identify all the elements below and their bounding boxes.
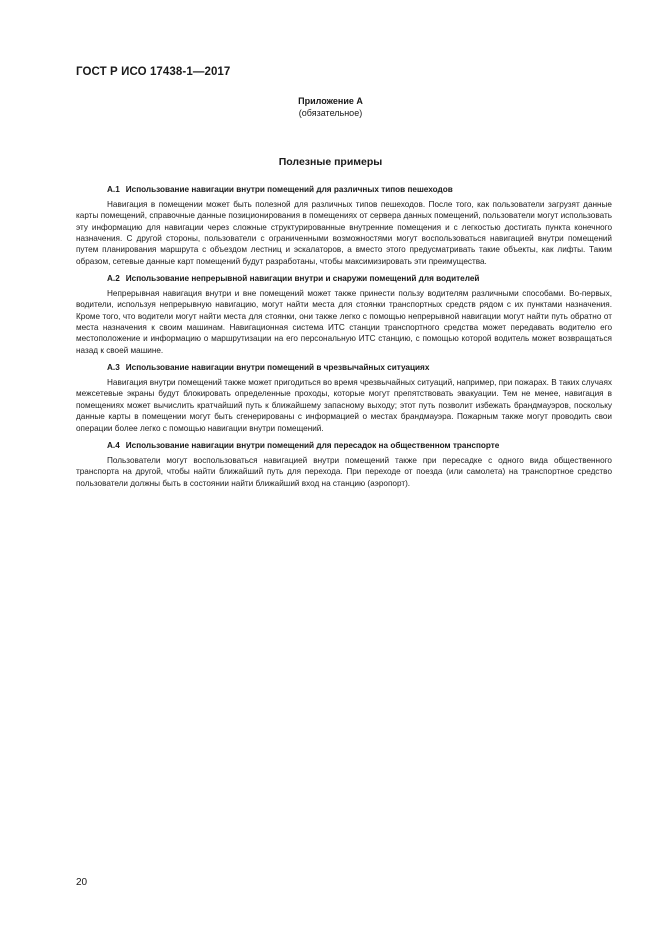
subsection-heading-a2 [107, 273, 612, 284]
subsection-title: Использование навигации внутри помещений в чрезвычайных ситуациях [125, 363, 430, 373]
annex-title: Приложение А [298, 96, 363, 106]
annex-block [0, 95, 661, 119]
subsection-title: Использование навигации внутри помещений для пересадок на общественном транспорте [125, 440, 500, 450]
subsection-number: А.3 [107, 363, 120, 373]
subsection-heading-a1 [107, 184, 612, 195]
subsection-number: А.1 [107, 185, 120, 194]
subsection-heading-a4 [107, 440, 612, 451]
annex-subtitle: (обязательное) [298, 108, 363, 118]
paragraph-a3: Навигация внутри помещений также может пригодиться во время чрезвычайных ситуаций, например, при пожарах. В таких случаях межсетевые экраны будут блокировать определенные проходы, которые могут препятствовать эвакуации. Тем не менее, навигация в помещениях может вычислить кратчайший путь к ближайшему запасному выходу; этот путь позволит избежать брандмауэров, поскольку данные карты в помещении могут быть сгенерированы с информацией о местах брандмауэра. Пожарным также могут проводить свои операции более легко с помощью навигации внутри помещений. [76, 378, 612, 433]
page-number: 20 [76, 877, 88, 888]
paragraph-a2: Непрерывная навигация внутри и вне помещений может также принести пользу водителям различными способами. Во-первых, водители, используя непрерывную навигацию, могут найти места для стоянки транспортных средств рядом с их пунктами назначения. Кроме того, что водители могут найти места для стоянки, они также легко с помощью непрерывной навигации могут найти путь обратно от места назначения к своим машинам. Навигационная система ИТС станции транспортного средства может передавать водителю его местоположение и информацию о маршрутизации на его персональную ИТС станцию, с помощью которой водитель может возвращаться назад к своей машине. [76, 289, 612, 355]
subsection-title: Использование непрерывной навигации внутри и снаружи помещений для водителей [125, 274, 480, 284]
subsection-number: А.2 [107, 274, 120, 284]
subsection-title: Использование навигации внутри помещений для различных типов пешеходов [125, 185, 453, 194]
paragraph-a4: Пользователи могут воспользоваться навигацией внутри помещений также при пересадке с одного вида общественного транспорта на другой, чтобы найти ближайший путь для перехода. При переходе от поезда (или самолета) на транспортное средство пользователи должны быть в состоянии найти ближайший вход на станцию (аэропорт). [76, 455, 612, 488]
section-title: Полезные примеры [278, 156, 383, 168]
subsection-number: А.4 [107, 440, 120, 450]
document-header: ГОСТ Р ИСО 17438-1—2017 [76, 66, 231, 78]
subsection-heading-a3 [107, 362, 612, 373]
document-body [76, 184, 612, 495]
paragraph-a1: Навигация в помещении может быть полезной для различных типов пешеходов. После того, как пользователи загрузят данные карты помещений, справочные данные позиционирования в помещениях от сервера данных помещений, пользователи могут использовать эту информацию для навигации через сложные структурированные внутренние помещения и с легкостью достигать пункта конечного назначения. С другой стороны, пользователи с ограниченными возможностями могут воспользоваться навигацией внутри помещений путем планирования маршрута с объездом лестниц и эскалаторов, а вместо этого предусматривать такие объекты, как лифты. Таким образом, сетевые данные карт помещений будут разработаны, чтобы максимизировать эти преимущества. [76, 200, 612, 266]
